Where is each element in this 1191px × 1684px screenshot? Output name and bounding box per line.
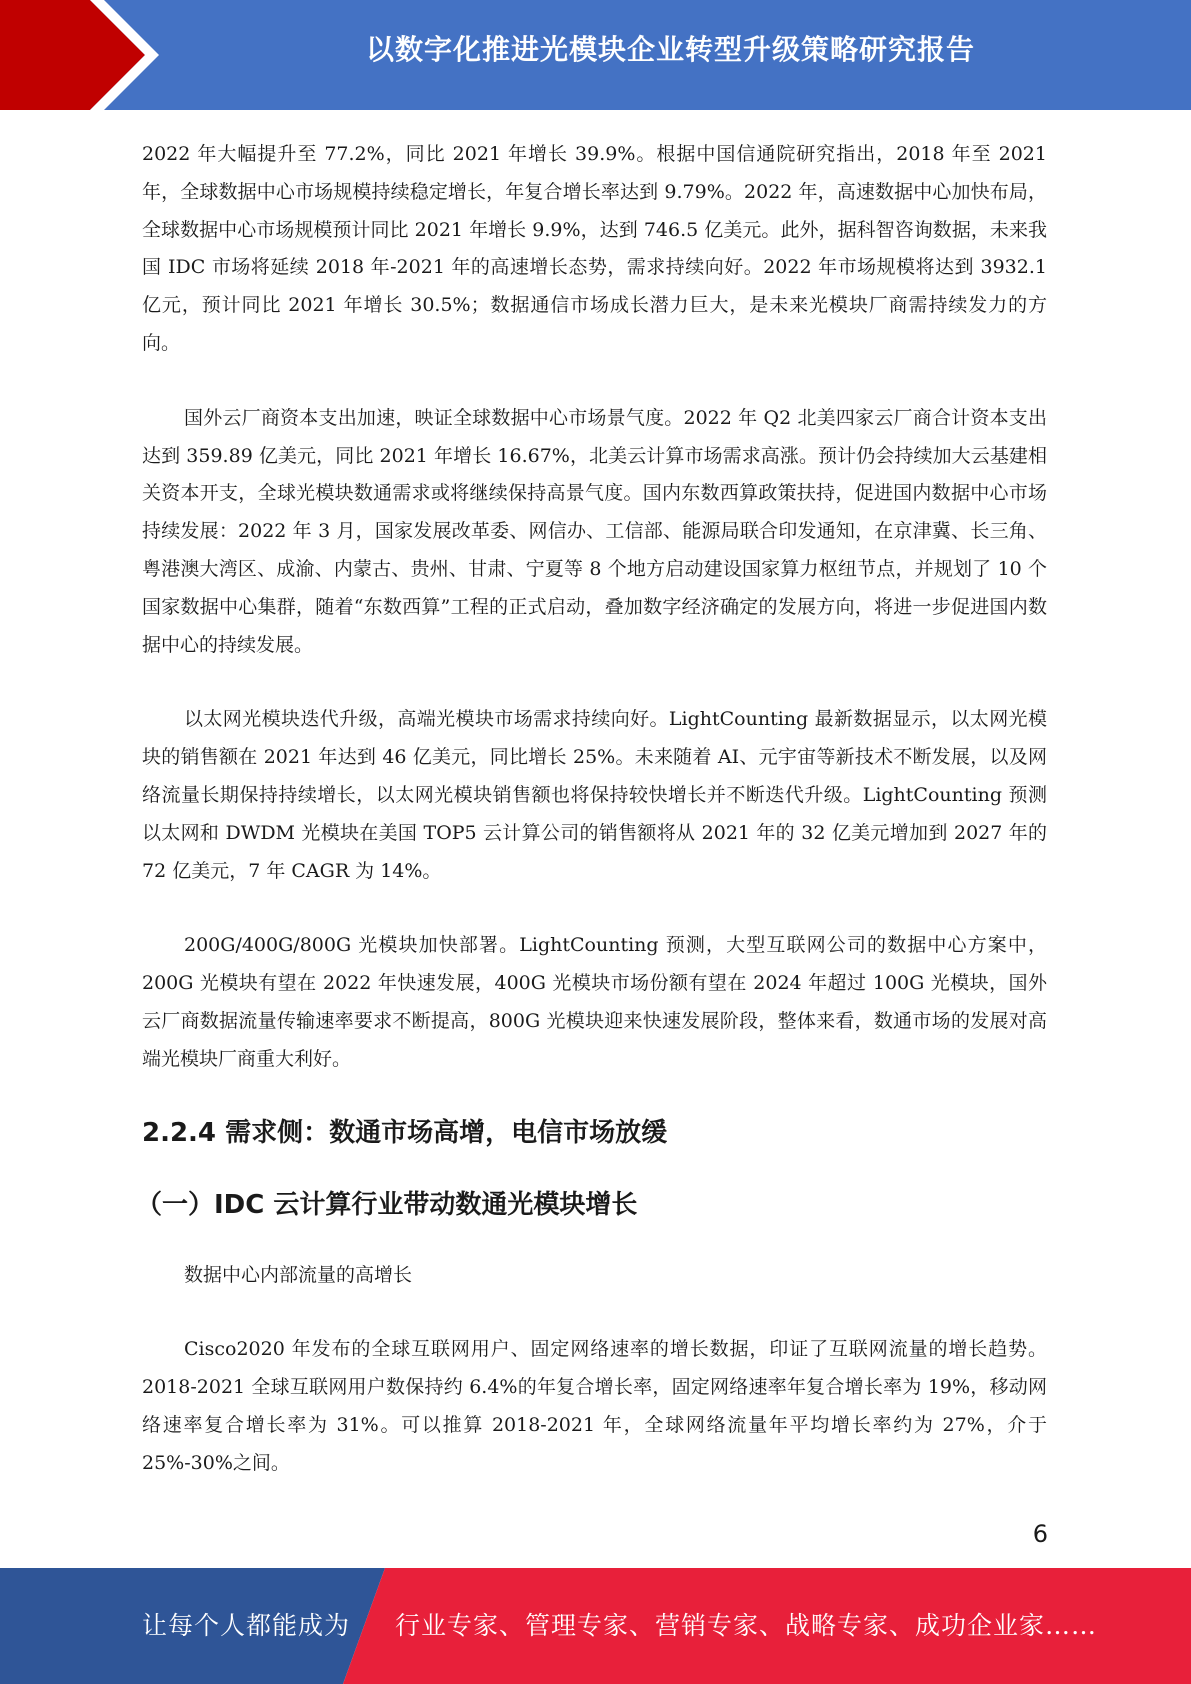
- section-heading: 2.2.4 需求侧：数通市场高增，电信市场放缓: [142, 1117, 668, 1148]
- paragraph-cisco-data: Cisco2020 年发布的全球互联网用户、固定网络速率的增长数据，印证了互联网流量的增长趋势。2018-2021 全球互联网用户数保持约 6.4%的年复合增长率，固定网络速率年复合增长率为 19%，移动网络速率复合增长率为 31%。可以推算 2018-2021 年，全球网络流量年平均增长率约为 27%，介于 25%-30%之间。: [142, 1338, 1047, 1474]
- footer-slogan-right: 行业专家、管理专家、营销专家、战略专家、成功企业家……: [395, 1611, 1098, 1640]
- paragraph-ethernet-modules: 以太网光模块迭代升级，高端光模块市场需求持续向好。LightCounting 最新数据显示，以太网光模块的销售额在 2021 年达到 46 亿美元，同比增长 25%。未来随着 AI、元宇宙等新技术不断发展，以及网络流量长期保持持续增长，以太网光模块销售额也将保持较快增长并不断迭代升级。LightCounting 预测以太网和 DWDM 光模块在美国 TOP5 云计算公司的销售额将从 2021 年的 32 亿美元增加到 2027 年的 72 亿美元，7 年 CAGR 为 14%。: [142, 708, 1047, 882]
- page-header: [0, 0, 1191, 110]
- paragraph-800g-deployment: 200G/400G/800G 光模块加快部署。LightCounting 预测，大型互联网公司的数据中心方案中，200G 光模块有望在 2022 年快速发展，400G 光模块市场份额有望在 2024 年超过 100G 光模块，国外云厂商数据流量传输速率要求不断提高，800G 光模块迎来快速发展阶段，整体来看，数通市场的发展对高端光模块厂商重大利好。: [142, 934, 1047, 1070]
- footer-slogan-left: 让每个人都能成为: [142, 1611, 351, 1640]
- paragraph-cloud-capex: 国外云厂商资本支出加速，映证全球数据中心市场景气度。2022 年 Q2 北美四家云厂商合计资本支出达到 359.89 亿美元，同比 2021 年增长 16.67%，北美云计算市场需求高涨。预计仍会持续加大云基建相关资本开支，全球光模块数通需求或将继续保持高景气度。国内东数西算政策扶持，促进国内数据中心市场持续发展：2022 年 3 月，国家发展改革委、网信办、工信部、能源局联合印发通知，在京津冀、长三角、粤港澳大湾区、成渝、内蒙古、贵州、甘肃、宁夏等 8 个地方启动建设国家算力枢纽节点，并规划了 10 个国家数据中心集群，随着“东数西算”工程的正式启动，叠加数字经济确定的发展方向，将进一步促进国内数据中心的持续发展。: [142, 406, 1047, 656]
- page-footer: [0, 1568, 1191, 1684]
- page-number: 6: [1032, 1520, 1048, 1548]
- paragraph-idc-market: 2022 年大幅提升至 77.2%，同比 2021 年增长 39.9%。根据中国信通院研究指出，2018 年至 2021 年，全球数据中心市场规模持续稳定增长，年复合增长率达到 9.79%。2022 年，高速数据中心加快布局，全球数据中心市场规模预计同比 2021 年增长 9.9%，达到 746.5 亿美元。此外，据科智咨询数据，未来我国 IDC 市场将延续 2018 年-2021 年的高速增长态势，需求持续向好。2022 年市场规模将达到 3932.1 亿元，预计同比 2021 年增长 30.5%；数据通信市场成长潜力巨大，是未来光模块厂商需持续发力的方向。: [142, 143, 1047, 354]
- paragraph-traffic-growth-title: 数据中心内部流量的高增长: [184, 1263, 413, 1286]
- report-title: 以数字化推进光模块企业转型升级策略研究报告: [365, 33, 975, 66]
- page-content: [136, 136, 1047, 1483]
- subsection-heading: （一）IDC 云计算行业带动数通光模块增长: [136, 1189, 638, 1220]
